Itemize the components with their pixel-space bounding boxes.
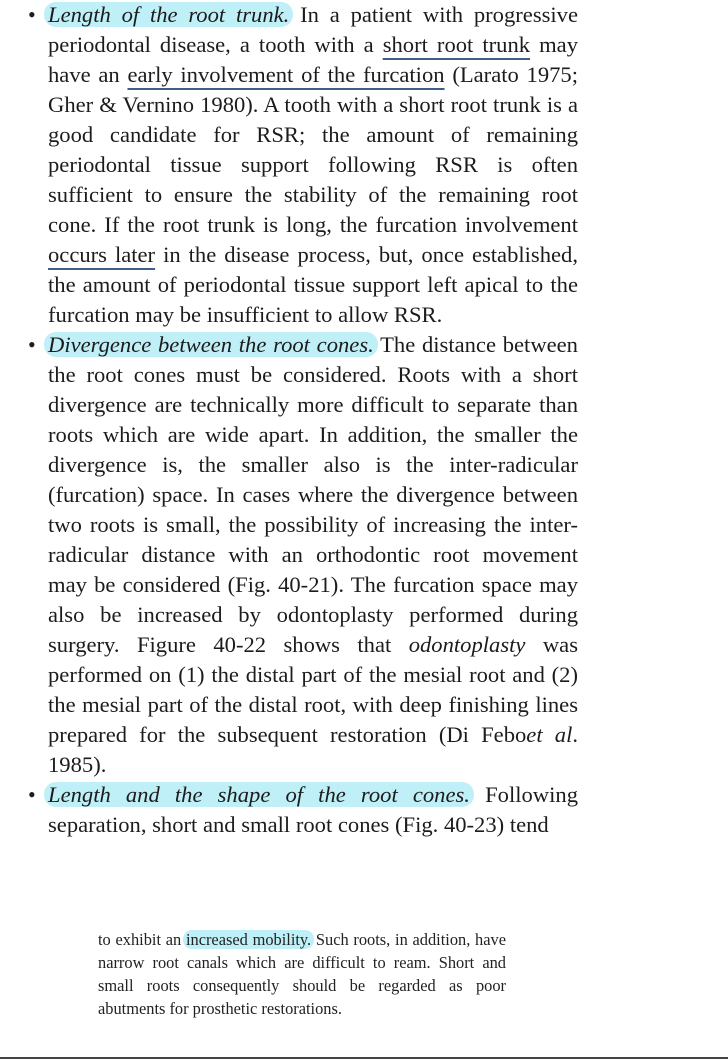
underlined-phrase: short root trunk bbox=[382, 32, 531, 57]
bullet-icon: • bbox=[28, 782, 36, 807]
paragraph-text: in the disease process, but, once established, the amount of periodontal tissue support left apical to the furcation may be insufficient to allow RSR. bbox=[48, 242, 578, 327]
paragraph-text: was performed on (1) the distal part of the mesial root and (2) the mesial part of the distal root, with deep finishing lines prepared for the subsequent restoration (Di Febo bbox=[48, 632, 578, 747]
paragraph-text: Such roots, in addition, have narrow root canals which are difficult to ream. Short and small roots consequently should be regarded as poor abutments for prosthetic restorations. bbox=[98, 930, 506, 1018]
paragraph-text: The distance between the root cones must be considered. Roots with a short divergence are technically more difficult to separate than roots which are wide apart. In addition, the smaller the divergence is, the smaller also is the inter-radicular (furcation) space. In cases where the divergence between two roots is small, the possibility of increasing the inter-radicular distance with an orthodontic root movement may be considered (Fig. 40-21). The furcation space may also be increased by odontoplasty performed during surgery. Figure 40-22 shows that bbox=[48, 332, 578, 657]
paragraph-text: . 1985). bbox=[48, 722, 578, 777]
highlighted-heading: Length and the shape of the root cones. bbox=[44, 782, 474, 807]
paragraph-text: may have an bbox=[48, 32, 579, 87]
underlined-phrase: early involvement of the furcation bbox=[127, 62, 445, 87]
bullet-icon: • bbox=[28, 2, 36, 27]
bullet-icon: • bbox=[28, 332, 36, 357]
bottom-border bbox=[0, 1057, 728, 1059]
paragraph-text: (Larato 1975; Gher & Vernino 1980). A tooth with a short root trunk is a good candidate for RSR; the amount of remaining periodontal tissue support following RSR is often sufficient to ensure the stability of the remaining root cone. If the root trunk is long, the furcation involvement bbox=[48, 62, 579, 237]
underlined-phrase: occurs later bbox=[48, 242, 156, 267]
paragraph-text: In a patient with progressive periodontal disease, a tooth with a bbox=[48, 2, 579, 57]
main-text-column bbox=[28, 0, 579, 840]
italic-term: odontoplasty bbox=[408, 632, 526, 657]
highlighted-phrase: increased mobility. bbox=[183, 930, 314, 949]
footer-paragraph bbox=[98, 928, 506, 1020]
list-item-root-length-shape bbox=[28, 780, 578, 840]
highlighted-heading: Divergence between the root cones. bbox=[44, 332, 378, 357]
highlighted-heading: Length of the root trunk. bbox=[44, 2, 293, 27]
paragraph-text: to exhibit an bbox=[98, 930, 182, 949]
continuation-text-block bbox=[98, 928, 506, 1020]
list-item-root-trunk bbox=[28, 0, 579, 330]
italic-term: et al bbox=[526, 722, 573, 747]
paragraph-text: Following separation, short and small root cones (Fig. 40-23) tend bbox=[48, 782, 578, 837]
list-item-divergence bbox=[28, 330, 578, 780]
